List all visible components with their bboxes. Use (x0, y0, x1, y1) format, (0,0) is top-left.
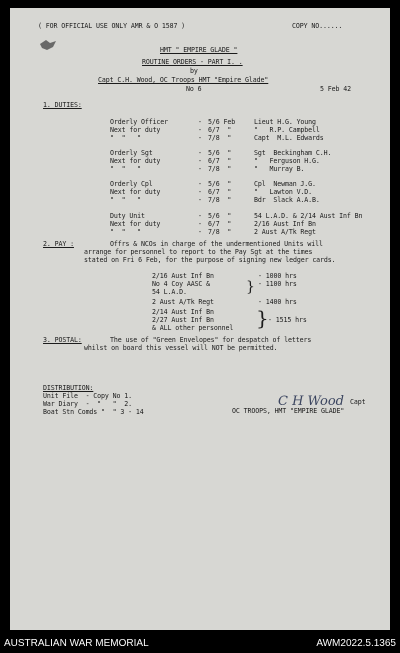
duty-date: 7/8 " (208, 228, 232, 236)
handwritten-signature: C H Wood (278, 394, 345, 409)
duty-role: Orderly Cpl (110, 180, 153, 188)
schedule-unit: & ALL other personnel (152, 324, 234, 332)
duty-sep: - (198, 196, 202, 204)
duty-role: " " " (110, 134, 141, 142)
duty-sep: - (198, 134, 202, 142)
duty-date: 6/7 " (208, 126, 232, 134)
archive-footer (0, 634, 400, 653)
duty-sep: - (198, 212, 202, 220)
distribution-row: War Diary - " " 2. (43, 400, 133, 408)
schedule-time: - 1400 hrs (258, 298, 297, 306)
duty-date: 7/8 " (208, 134, 232, 142)
brace-mark: } (246, 279, 255, 295)
postal-line: The use of "Green Envelopes" for despatch of letters (110, 336, 312, 344)
duty-date: 5/6 Feb (208, 118, 236, 126)
signature-title: OC TROOPS, HMT "EMPIRE GLADE" (232, 407, 345, 415)
duty-name: Cpl Newman J.G. (254, 180, 316, 188)
duty-sep: - (198, 118, 202, 126)
duty-sep: - (198, 157, 202, 165)
schedule-unit: No 4 Coy AASC & (152, 280, 211, 288)
duty-sep: - (198, 149, 202, 157)
orders-title: ROUTINE ORDERS - PART I. . (142, 58, 243, 66)
pay-line: stated on Fri 6 Feb, for the purpose of signing new ledger cards. (84, 256, 336, 264)
duty-sep: - (198, 180, 202, 188)
brace-mark: } (256, 306, 269, 330)
duty-date: 6/7 " (208, 188, 232, 196)
duty-name: 54 L.A.D. & 2/14 Aust Inf Bn (254, 212, 363, 220)
duty-date: 7/8 " (208, 196, 232, 204)
duty-date: 7/8 " (208, 165, 232, 173)
duty-name: Bdr Slack A.A.B. (254, 196, 320, 204)
duty-date: 5/6 " (208, 180, 232, 188)
duty-name: " Murray B. (254, 165, 305, 173)
duty-name: Sgt Beckingham C.H. (254, 149, 332, 157)
postal-line: whilst on board this vessel will NOT be permitted. (84, 344, 278, 352)
document-page (10, 8, 390, 630)
duty-role: Next for duty (110, 157, 161, 165)
schedule-unit: 2 Aust A/Tk Regt (152, 298, 214, 306)
distribution-row: Boat Stn Comds " " 3 - 14 (43, 408, 144, 416)
duty-role: " " " (110, 165, 141, 173)
copy-number: COPY NO...... (292, 22, 343, 30)
duty-sep: - (198, 165, 202, 173)
orders-date: 5 Feb 42 (320, 85, 351, 93)
duty-role: " " " (110, 196, 141, 204)
schedule-time: - 1000 hrs (258, 272, 297, 280)
punch-hole-mark (38, 38, 58, 52)
schedule-unit: 2/16 Aust Inf Bn (152, 272, 214, 280)
orders-by: by (190, 67, 198, 75)
duty-date: 6/7 " (208, 220, 232, 228)
distribution-row: Unit File - Copy No 1. (43, 392, 133, 400)
orders-issuer: Capt C.H. Wood, OC Troops HMT "Empire Glade" (98, 76, 269, 84)
duty-date: 5/6 " (208, 212, 232, 220)
distribution-heading: DISTRIBUTION: (43, 384, 94, 392)
duty-role: Next for duty (110, 126, 161, 134)
signature-rank: Capt (350, 398, 366, 406)
schedule-unit: 54 L.A.D. (152, 288, 187, 296)
duty-role: Orderly Officer (110, 118, 169, 126)
duty-name: " Lawton V.D. (254, 188, 313, 196)
duty-name: 2/16 Aust Inf Bn (254, 220, 316, 228)
schedule-unit: 2/27 Aust Inf Bn (152, 316, 214, 324)
pay-heading: 2. PAY : (43, 240, 74, 248)
duty-sep: - (198, 126, 202, 134)
footer-reference: AWM2022.5.1365 (316, 638, 396, 649)
classification-header: ( FOR OFFICIAL USE ONLY AMR & O 1587 ) (38, 22, 186, 30)
footer-source: AUSTRALIAN WAR MEMORIAL (4, 638, 149, 649)
duty-date: 5/6 " (208, 149, 232, 157)
pay-line: Offrs & NCOs in charge of the undermentioned Units will (110, 240, 323, 248)
schedule-time: - 1515 hrs (268, 316, 307, 324)
duty-name: 2 Aust A/Tk Regt (254, 228, 316, 236)
schedule-time: - 1100 hrs (258, 280, 297, 288)
duty-role: Next for duty (110, 220, 161, 228)
duty-name: Capt M.L. Edwards (254, 134, 324, 142)
duty-role: Orderly Sgt (110, 149, 153, 157)
pay-line: arrange for personnel to report to the Pay Sgt at the times (84, 248, 313, 256)
duty-name: " Ferguson H.G. (254, 157, 320, 165)
duty-name: Lieut H.G. Young (254, 118, 316, 126)
duty-sep: - (198, 188, 202, 196)
schedule-unit: 2/14 Aust Inf Bn (152, 308, 214, 316)
duties-heading: 1. DUTIES: (43, 101, 82, 109)
postal-heading: 3. POSTAL: (43, 336, 82, 344)
duty-role: Next for duty (110, 188, 161, 196)
duty-sep: - (198, 220, 202, 228)
orders-number: No 6 (186, 85, 202, 93)
duty-role: " " " (110, 228, 141, 236)
duty-date: 6/7 " (208, 157, 232, 165)
duty-role: Duty Unit (110, 212, 145, 220)
ship-title: HMT " EMPIRE GLADE " (160, 46, 238, 54)
duty-name: " R.P. Campbell (254, 126, 320, 134)
duty-sep: - (198, 228, 202, 236)
